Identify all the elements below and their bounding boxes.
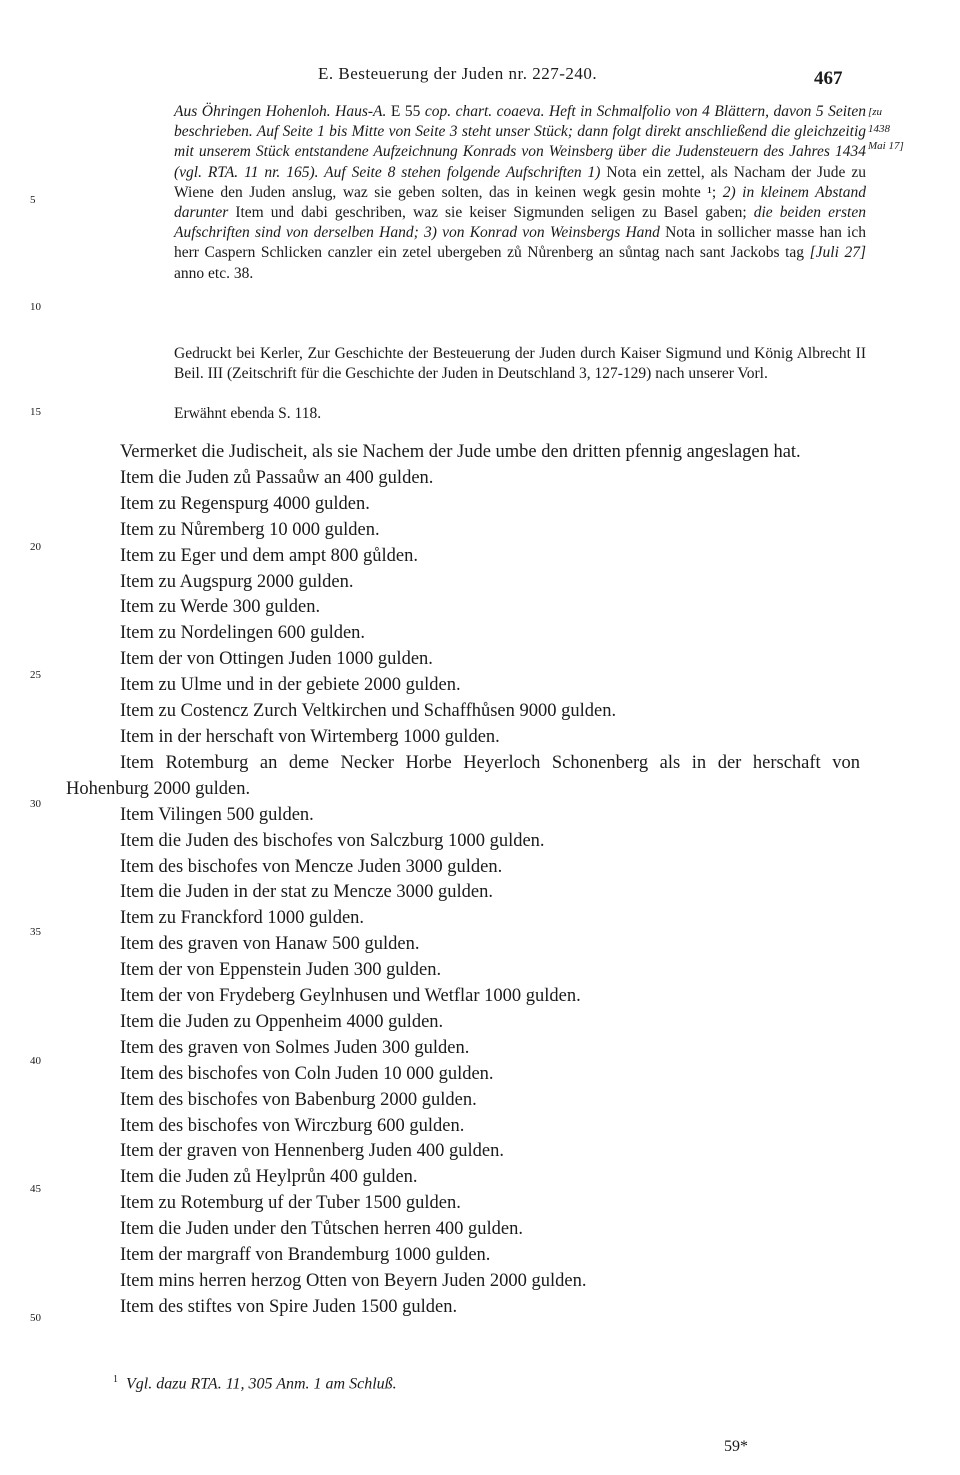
entry-line: Item zu Eger und dem ampt 800 gůlden. bbox=[120, 545, 418, 566]
source-note-segment: anno etc. 38. bbox=[174, 264, 254, 282]
entry-line: Item des bischofes von Wirczburg 600 gulden. bbox=[120, 1115, 465, 1136]
footnote-text: Vgl. dazu RTA. 11, 305 Anm. 1 am Schluß. bbox=[126, 1375, 397, 1393]
print-note: Gedruckt bei Kerler, Zur Geschichte der Besteuerung der Juden durch Kaiser Sigmund und König Albrecht II Beil. III (Zeitschrift für die Geschichte der Juden in Deutschland 3, 127-129) nach unserer Vorl. bbox=[174, 345, 866, 383]
mention-note: Erwähnt ebenda S. 118. bbox=[174, 405, 322, 422]
margin-date-note bbox=[868, 104, 918, 155]
source-note-segment: Item und dabi geschriben, waz sie keiser Sigmunden seligen zu Basel gaben; bbox=[235, 204, 754, 222]
entry-line: Item zu Nůremberg 10 000 gulden. bbox=[120, 519, 380, 540]
entry-line: Item zu Nordelingen 600 gulden. bbox=[120, 623, 366, 644]
line-number: 40 bbox=[30, 1055, 41, 1067]
entry-list bbox=[66, 466, 860, 1321]
entry-line: Item der margraff von Brandemburg 1000 gulden. bbox=[120, 1245, 491, 1266]
source-note-segment: cop. chart. coaeva. Heft in Schmalfolio von 4 Blättern, davon 5 Seiten beschrieben. Auf Seite 1 bis Mitte von Seite 3 steht unser Stück; dann folgt direkt anschließend die gleichzeitig mit unserem Stück entstandene Aufzeichnung Konrads von Weinsberg über die Judensteuern des Jahres 1434 (vgl. RTA. 11 nr. 165). Auf Seite 8 stehen folgende Aufschriften 1) bbox=[174, 103, 866, 181]
entry-line: Item der von Eppenstein Juden 300 gulden. bbox=[120, 960, 442, 981]
source-note-segment: die beiden ersten Aufschriften sind von derselben Hand; 3) von Konrad von Weinsbergs Hand bbox=[174, 204, 866, 242]
entry-line: Item zu Regenspurg 4000 gulden. bbox=[120, 493, 370, 514]
margin-date-line: Mai 17] bbox=[868, 140, 904, 152]
source-note-segment: [Juli 27] bbox=[809, 244, 866, 262]
running-head: E. Besteuerung der Juden nr. 227-240. bbox=[318, 64, 598, 83]
line-number: 50 bbox=[30, 1312, 41, 1324]
intro-heading: Vermerket die Judischeit, als sie Nachem der Jude umbe den dritten pfennig angeslagen hat. bbox=[120, 442, 801, 462]
line-number: 15 bbox=[30, 406, 41, 418]
entry-line: Item der von Ottingen Juden 1000 gulden. bbox=[120, 649, 433, 670]
page-header bbox=[0, 64, 960, 88]
page-number: 467 bbox=[814, 68, 843, 89]
footnote bbox=[113, 1374, 397, 1393]
source-note bbox=[174, 102, 866, 284]
line-number: 20 bbox=[30, 541, 41, 553]
line-number: 30 bbox=[30, 798, 41, 810]
margin-date-line: 1438 bbox=[868, 123, 890, 135]
source-note-segment: Nota in sollicher masse han ich herr Caspern Schlicken canzler ein zetel ubergeben zů Nůrenberg an sůntag nach sant Jackobs tag bbox=[174, 224, 866, 262]
entry-line: Item des stiftes von Spire Juden 1500 gulden. bbox=[120, 1296, 458, 1317]
line-number: 25 bbox=[30, 669, 41, 681]
entry-line: Item zu Ulme und in der gebiete 2000 gulden. bbox=[120, 675, 461, 696]
entry-line: Item Vilingen 500 gulden. bbox=[120, 804, 314, 825]
entry-line: Item die Juden zů Heylprůn 400 gulden. bbox=[120, 1167, 418, 1188]
entry-line: Item mins herren herzog Otten von Beyern Juden 2000 gulden. bbox=[120, 1271, 587, 1291]
entry-line: Item des graven von Solmes Juden 300 gulden. bbox=[120, 1037, 470, 1058]
entry-line: Item die Juden under den Tůtschen herren 400 gulden. bbox=[120, 1219, 523, 1240]
sheet-signature: 59* bbox=[724, 1438, 748, 1455]
entry-line: Item die Juden zů Passaůw an 400 gulden. bbox=[120, 467, 434, 488]
line-number: 5 bbox=[30, 194, 36, 206]
entry-line: Item die Juden zu Oppenheim 4000 gulden. bbox=[120, 1011, 444, 1032]
entry-line: Item des bischofes von Mencze Juden 3000 gulden. bbox=[120, 856, 503, 877]
entry-line: Item zu Costencz Zurch Veltkirchen und Schaffhůsen 9000 gulden. bbox=[120, 701, 617, 722]
line-number: 10 bbox=[30, 301, 41, 313]
entry-line: Item Rotemburg an deme Necker Horbe Heyerloch Schonenberg als in der herschaft von Hohenburg 2000 gulden. bbox=[66, 752, 860, 799]
entry-line: Item in der herschaft von Wirtemberg 1000 gulden. bbox=[120, 726, 500, 747]
entry-line: Item des bischofes von Babenburg 2000 gulden. bbox=[120, 1089, 477, 1110]
entry-line: Item zu Franckford 1000 gulden. bbox=[120, 908, 365, 929]
source-note-segment: Nota ein zettel, als Nacham der Jude zu Wiene den Juden anslug, waz sie geben solten, das in keinen wegk gesin mohte ¹; bbox=[174, 163, 866, 201]
entry-line: Item zu Rotemburg uf der Tuber 1500 gulden. bbox=[120, 1193, 461, 1214]
line-number: 45 bbox=[30, 1183, 41, 1195]
source-note-segment: E 55 bbox=[390, 103, 425, 120]
entry-line: Item die Juden des bischofes von Salczburg 1000 gulden. bbox=[120, 830, 545, 851]
source-note-segment: 2) in kleinem Abstand darunter bbox=[174, 183, 866, 222]
entry-line: Item des graven von Hanaw 500 gulden. bbox=[120, 934, 420, 955]
entry-line: Item die Juden in der stat zu Mencze 3000 gulden. bbox=[120, 882, 493, 903]
entry-line: Item zu Augspurg 2000 gulden. bbox=[120, 571, 354, 592]
source-note-segment: Aus Öhringen Hohenloh. Haus-A. bbox=[174, 103, 391, 120]
main-text bbox=[66, 440, 860, 1321]
line-number: 35 bbox=[30, 926, 41, 938]
entry-line: Item des bischofes von Coln Juden 10 000 gulden. bbox=[120, 1063, 494, 1084]
entry-line: Item der graven von Hennenberg Juden 400 gulden. bbox=[120, 1141, 504, 1162]
margin-date-line: [zu bbox=[868, 106, 883, 118]
entry-line: Item zu Werde 300 gulden. bbox=[120, 597, 321, 618]
entry-line: Item der von Frydeberg Geylnhusen und Wetflar 1000 gulden. bbox=[120, 986, 581, 1007]
footnote-mark: 1 bbox=[113, 1374, 118, 1385]
